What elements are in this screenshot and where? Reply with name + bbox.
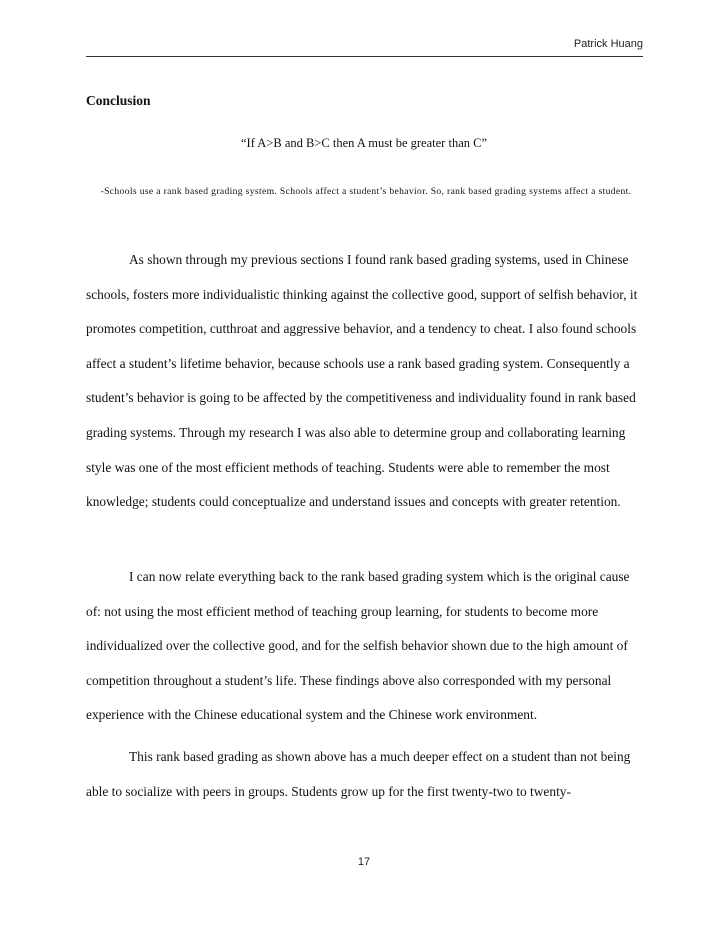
header-divider [86,56,643,57]
section-heading: Conclusion [86,93,151,108]
epigraph-quote-text: “If A>B and B>C then A must be greater than C” [241,136,487,150]
paragraph-text: As shown through my previous sections I found rank based grading systems, used in Chinese schools, fosters more individualistic thinking against the collective good, support of selfish behavior, it promotes competition, cutthroat and aggressive behavior, and a tendency to cheat. I also found schools affect a student’s lifetime behavior, because schools use a rank based grading system. Consequently a student’s behavior is going to be affected by the competitiveness and individuality found in rank based grading systems. Through my research I was also able to determine group and collaborating learning style was one of the most efficient methods of teaching. Students were able to remember the most knowledge; students could conceptualize and understand issues and concepts with greater retention. [86,252,638,510]
paragraph-text: This rank based grading as shown above has a much deeper effect on a student than not being able to socialize with peers in groups. Students grow up for the first twenty-two to twenty- [86,749,631,799]
paragraph-text: I can now relate everything back to the rank based grading system which is the original cause of: not using the most efficient method of teaching group learning, for students to become more individualized over the collective good, and for the selfish behavior shown due to the high amount of competition throughout a student’s life. These findings above also corresponded with my personal experience with the Chinese educational system and the Chinese work environment. [86,569,630,723]
page-number: 17 [357,856,371,868]
body-paragraph-2 [86,560,643,733]
body-paragraph-1 [86,243,643,520]
syllogism-statement: -Schools use a rank based grading system. Schools affect a student’s behavior. So, rank based grading systems affect a student. [100,186,632,197]
body-paragraph-3 [86,740,643,809]
epigraph-quote [0,136,728,151]
running-header-author: Patrick Huang [573,38,643,50]
